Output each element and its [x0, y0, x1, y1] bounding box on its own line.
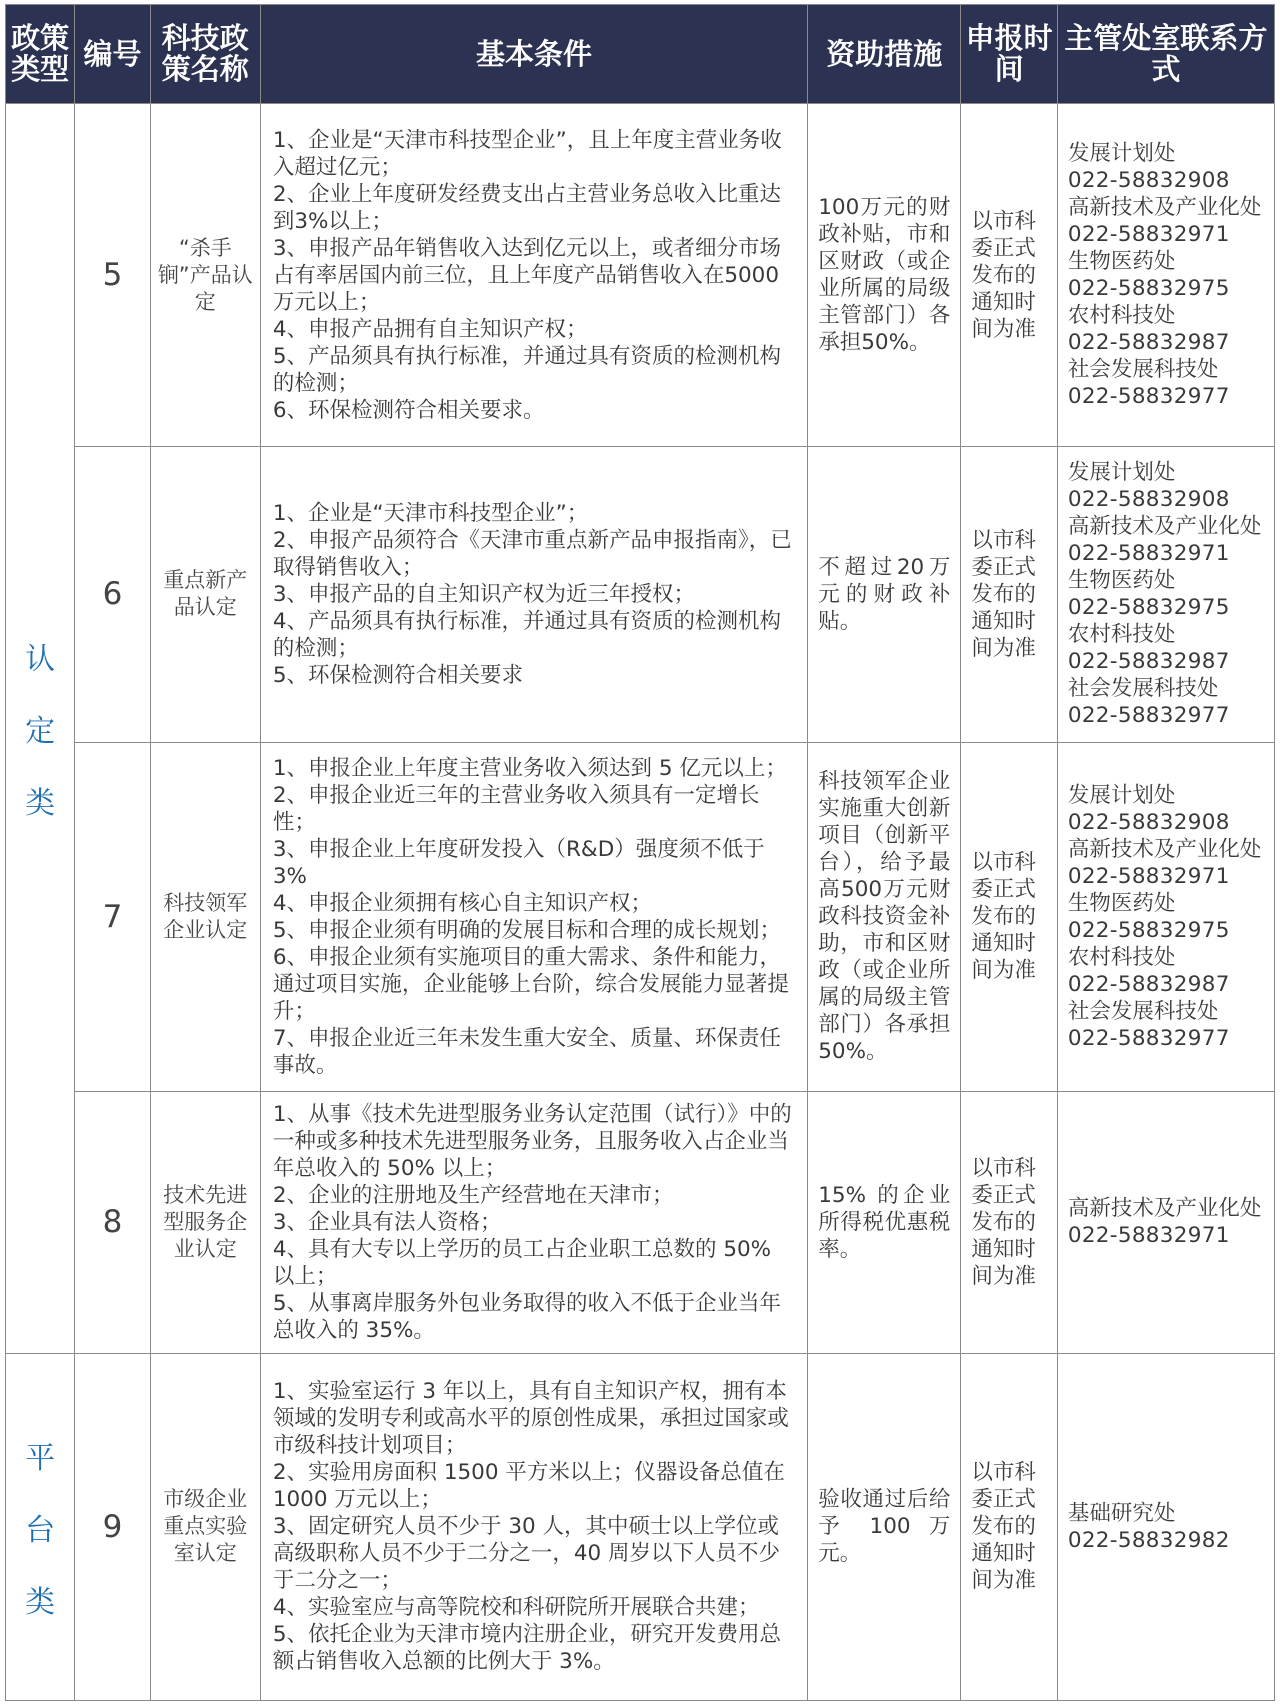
contact-cell: 高新技术及产业化处 022-58832971 [1057, 1091, 1274, 1353]
policy-name: 科技领军企业认定 [150, 742, 260, 1091]
row-number: 5 [75, 104, 151, 447]
table-row [6, 447, 1275, 743]
row-number: 6 [75, 447, 151, 743]
row-number: 7 [75, 742, 151, 1091]
category-certification: 认 定 类 [6, 104, 75, 1354]
table-row [6, 1353, 1275, 1700]
support-cell: 验收通过后给予 100 万元。 [808, 1353, 961, 1700]
conditions-cell: 1、申报企业上年度主营业务收入须达到 5 亿元以上； 2、申报企业近三年的主营业务收入须具有一定增长性； 3、申报企业上年度研发投入（R&D）强度须不低于 3% 4、申报企业须拥有核心自主知识产权； 5、申报企业须有明确的发展目标和合理的成长规划； 6、申报企业须有实施项目的重大需求、条件和能力，通过项目实施，企业能够上台阶，综合发展能力显著提升； 7、申报企业近三年未发生重大安全、质量、环保责任事故。 [260, 742, 807, 1091]
apply-time-cell: 以市科委正式发布的通知时间为准 [961, 1353, 1057, 1700]
policy-table [5, 4, 1275, 1701]
table-row [6, 104, 1275, 447]
policy-name: 技术先进型服务企业认定 [150, 1091, 260, 1353]
category-platform: 平 台 类 [6, 1353, 75, 1700]
table-row [6, 1091, 1275, 1353]
conditions-cell: 1、实验室运行 3 年以上，具有自主知识产权，拥有本领域的发明专利或高水平的原创性成果，承担过国家或市级科技计划项目； 2、实验用房面积 1500 平方米以上；仪器设备总值在1000 万元以上； 3、固定研究人员不少于 30 人，其中硕士以上学位或高级职称人员不少于二分之一，40 周岁以下人员不少于二分之一； 4、实验室应与高等院校和科研院所开展联合共建； 5、依托企业为天津市境内注册企业，研究开发费用总额占销售收入总额的比例大于 3%。 [260, 1353, 807, 1700]
apply-time-cell: 以市科委正式发布的通知时间为准 [961, 1091, 1057, 1353]
contact-cell: 发展计划处 022-58832908 高新技术及产业化处 022-58832971 生物医药处 022-58832975 农村科技处 022-58832987 社会发展科技处 022-58832977 [1057, 742, 1274, 1091]
header-apply-time: 申报时间 [961, 5, 1057, 104]
header-policy-type: 政策类型 [6, 5, 75, 104]
policy-name: 市级企业重点实验室认定 [150, 1353, 260, 1700]
header-conditions: 基本条件 [260, 5, 807, 104]
contact-cell: 发展计划处 022-58832908 高新技术及产业化处 022-58832971 生物医药处 022-58832975 农村科技处 022-58832987 社会发展科技处 022-58832977 [1057, 447, 1274, 743]
apply-time-cell: 以市科委正式发布的通知时间为准 [961, 104, 1057, 447]
conditions-cell: 1、企业是“天津市科技型企业”，且上年度主营业务收入超过亿元； 2、企业上年度研发经费支出占主营业务总收入比重达到3%以上； 3、申报产品年销售收入达到亿元以上，或者细分市场占有率居国内前三位，且上年度产品销售收入在5000万元以上； 4、申报产品拥有自主知识产权； 5、产品须具有执行标准，并通过具有资质的检测机构的检测； 6、环保检测符合相关要求。 [260, 104, 807, 447]
header-contact: 主管处室联系方式 [1057, 5, 1274, 104]
apply-time-cell: 以市科委正式发布的通知时间为准 [961, 447, 1057, 743]
policy-name: “杀手锏”产品认定 [150, 104, 260, 447]
conditions-cell: 1、从事《技术先进型服务业务认定范围（试行）》中的一种或多种技术先进型服务业务，且服务收入占企业当年总收入的 50% 以上； 2、企业的注册地及生产经营地在天津市； 3、企业具有法人资格； 4、具有大专以上学历的员工占企业职工总数的 50% 以上； 5、从事离岸服务外包业务取得的收入不低于企业当年总收入的 35%。 [260, 1091, 807, 1353]
conditions-cell: 1、企业是“天津市科技型企业”； 2、申报产品须符合《天津市重点新产品申报指南》，已取得销售收入； 3、申报产品的自主知识产权为近三年授权； 4、产品须具有执行标准，并通过具有资质的检测机构的检测； 5、环保检测符合相关要求 [260, 447, 807, 743]
row-number: 8 [75, 1091, 151, 1353]
header-policy-name: 科技政策名称 [150, 5, 260, 104]
table-header-row [6, 5, 1275, 104]
support-cell: 100万元的财政补贴，市和区财政（或企业所属的局级主管部门）各承担50%。 [808, 104, 961, 447]
contact-cell: 基础研究处 022-58832982 [1057, 1353, 1274, 1700]
table-row [6, 742, 1275, 1091]
support-cell: 科技领军企业实施重大创新项目（创新平台），给予最高500万元财政科技资金补助，市和区财政（或企业所属的局级主管部门）各承担50%。 [808, 742, 961, 1091]
header-support: 资助措施 [808, 5, 961, 104]
header-number: 编号 [75, 5, 151, 104]
support-cell: 不超过20万元的财政补贴。 [808, 447, 961, 743]
support-cell: 15% 的企业所得税优惠税率。 [808, 1091, 961, 1353]
policy-name: 重点新产品认定 [150, 447, 260, 743]
contact-cell: 发展计划处 022-58832908 高新技术及产业化处 022-58832971 生物医药处 022-58832975 农村科技处 022-58832987 社会发展科技处 022-58832977 [1057, 104, 1274, 447]
apply-time-cell: 以市科委正式发布的通知时间为准 [961, 742, 1057, 1091]
row-number: 9 [75, 1353, 151, 1700]
